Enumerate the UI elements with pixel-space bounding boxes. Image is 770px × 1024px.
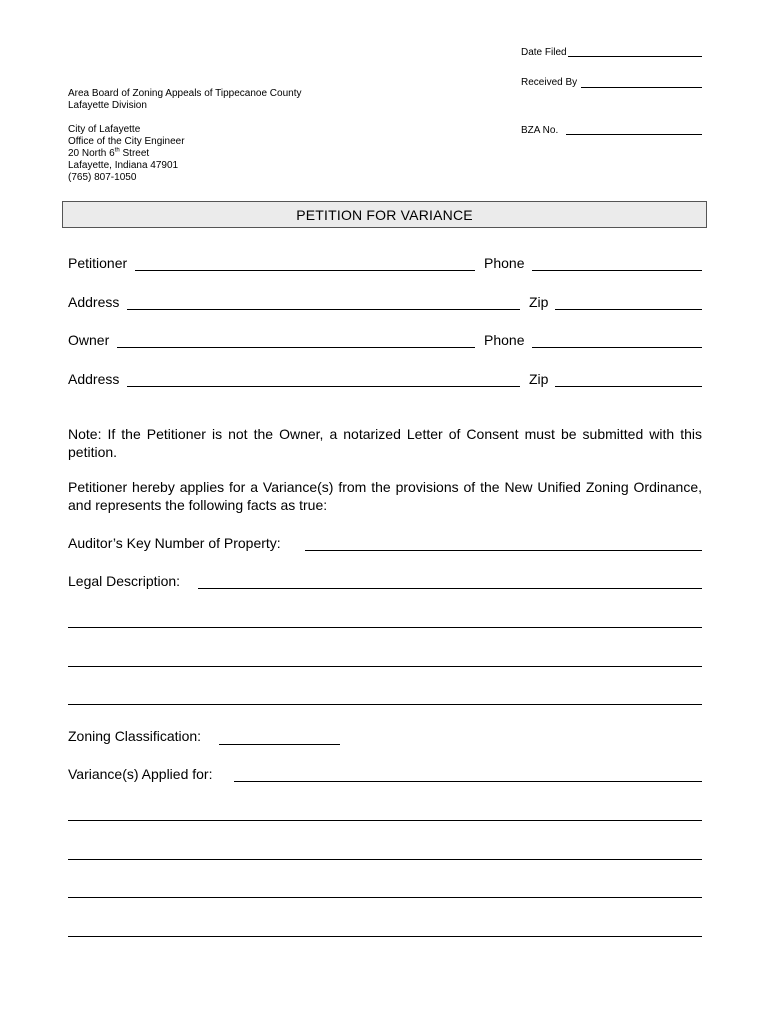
address-label-1: Address — [68, 294, 120, 310]
date-filed-line[interactable] — [568, 56, 702, 57]
auditor-key-line[interactable] — [305, 550, 702, 551]
owner-label: Owner — [68, 332, 110, 348]
board-name — [68, 88, 302, 112]
phone-label-2: Phone — [484, 332, 525, 348]
form-title-box — [62, 201, 707, 228]
bza-no-line[interactable] — [566, 134, 702, 135]
legal-description-line-4[interactable] — [68, 704, 702, 705]
consent-note: Note: If the Petitioner is not the Owner, a notarized Letter of Consent must be submitted with this petition. — [68, 426, 702, 460]
petitioner-line[interactable] — [135, 270, 475, 271]
address-label-2: Address — [68, 371, 120, 387]
zoning-classification-line[interactable] — [219, 744, 340, 745]
street-number: 20 North 6 — [68, 148, 115, 159]
office-line-2: Office of the City Engineer — [68, 136, 185, 147]
variances-applied-line-2[interactable] — [68, 820, 702, 821]
office-address — [68, 124, 185, 184]
office-line-4: Lafayette, Indiana 47901 — [68, 160, 179, 171]
legal-description-label: Legal Description: — [68, 573, 181, 589]
legal-description-line-2[interactable] — [68, 627, 702, 628]
board-line-1: Area Board of Zoning Appeals of Tippecanoe County — [68, 88, 302, 99]
zip-line-2[interactable] — [555, 386, 702, 387]
legal-description-line-3[interactable] — [68, 666, 702, 667]
date-filed-label: Date Filed — [521, 47, 567, 58]
zip-label-1: Zip — [529, 294, 549, 310]
variances-applied-line-1[interactable] — [234, 781, 702, 782]
application-statement: Petitioner hereby applies for a Variance(s) from the provisions of the New Unified Zoning Ordinance, and represents the following facts as true: — [68, 479, 702, 513]
office-line-1: City of Lafayette — [68, 124, 141, 135]
variances-applied-label: Variance(s) Applied for: — [68, 766, 213, 782]
auditor-key-label: Auditor’s Key Number of Property: — [68, 535, 281, 551]
variances-applied-line-5[interactable] — [68, 936, 702, 937]
owner-line[interactable] — [117, 347, 475, 348]
bza-no-label: BZA No. — [521, 125, 559, 136]
street-name: Street — [119, 148, 150, 159]
street-sup: th — [114, 147, 120, 154]
phone-label-1: Phone — [484, 255, 525, 271]
zip-label-2: Zip — [529, 371, 549, 387]
office-line-5: (765) 807-1050 — [68, 172, 137, 183]
received-by-line[interactable] — [581, 87, 702, 88]
address-line-1[interactable] — [127, 309, 520, 310]
phone-line-1[interactable] — [532, 270, 702, 271]
zip-line-1[interactable] — [555, 309, 702, 310]
form-title: PETITION FOR VARIANCE — [296, 206, 473, 223]
address-line-2[interactable] — [127, 386, 520, 387]
variances-applied-line-4[interactable] — [68, 897, 702, 898]
variances-applied-line-3[interactable] — [68, 859, 702, 860]
petitioner-label: Petitioner — [68, 255, 128, 271]
office-line-3 — [68, 148, 185, 160]
zoning-classification-label: Zoning Classification: — [68, 728, 202, 744]
legal-description-line-1[interactable] — [198, 588, 702, 589]
received-by-label: Received By — [521, 77, 578, 88]
phone-line-2[interactable] — [532, 347, 702, 348]
board-line-2: Lafayette Division — [68, 100, 147, 111]
